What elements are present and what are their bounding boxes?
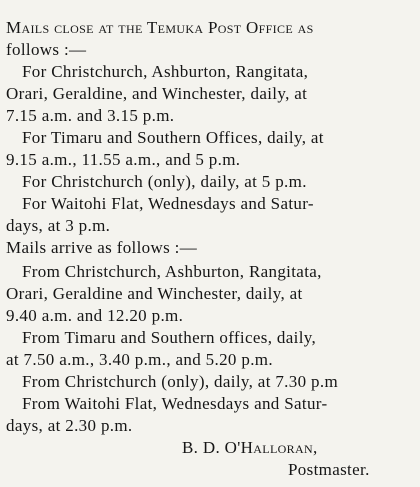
arrive-line-4: From Timaru and Southern offices, daily,: [22, 328, 317, 347]
close-line-8: days, at 3 p.m.: [6, 216, 111, 235]
close-line-7: For Waitohi Flat, Wednesdays and Satur-: [22, 194, 314, 213]
intro-line-2: follows :—: [6, 40, 87, 59]
intro-line-1: Mails close at the Temuka Post Office as: [6, 18, 314, 37]
close-line-3: 7.15 a.m. and 3.15 p.m.: [6, 106, 175, 125]
arrive-line-6: From Christchurch (only), daily, at 7.30 p.m: [22, 372, 339, 391]
close-line-5: 9.15 a.m., 11.55 a.m., and 5 p.m.: [6, 150, 241, 169]
arrive-line-7: From Waitohi Flat, Wednesdays and Satur-: [22, 394, 328, 413]
arrive-heading: Mails arrive as follows :—: [6, 238, 198, 257]
close-line-1: For Christchurch, Ashburton, Rangitata,: [22, 62, 309, 81]
arrive-line-2: Orari, Geraldine and Winchester, daily, at: [6, 284, 303, 303]
arrive-line-1: From Christchurch, Ashburton, Rangitata,: [22, 262, 322, 281]
close-line-2: Orari, Geraldine, and Winchester, daily, at: [6, 84, 308, 103]
close-line-4: For Timaru and Southern Offices, daily, at: [22, 128, 324, 147]
signature-title: Postmaster.: [288, 460, 370, 479]
signature-name: B. D. O'Halloran,: [182, 438, 318, 457]
close-line-6: For Christchurch (only), daily, at 5 p.m.: [22, 172, 307, 191]
arrive-line-3: 9.40 a.m. and 12.20 p.m.: [6, 306, 184, 325]
arrive-line-5: at 7.50 a.m., 3.40 p.m., and 5.20 p.m.: [6, 350, 273, 369]
arrive-line-8: days, at 2.30 p.m.: [6, 416, 133, 435]
